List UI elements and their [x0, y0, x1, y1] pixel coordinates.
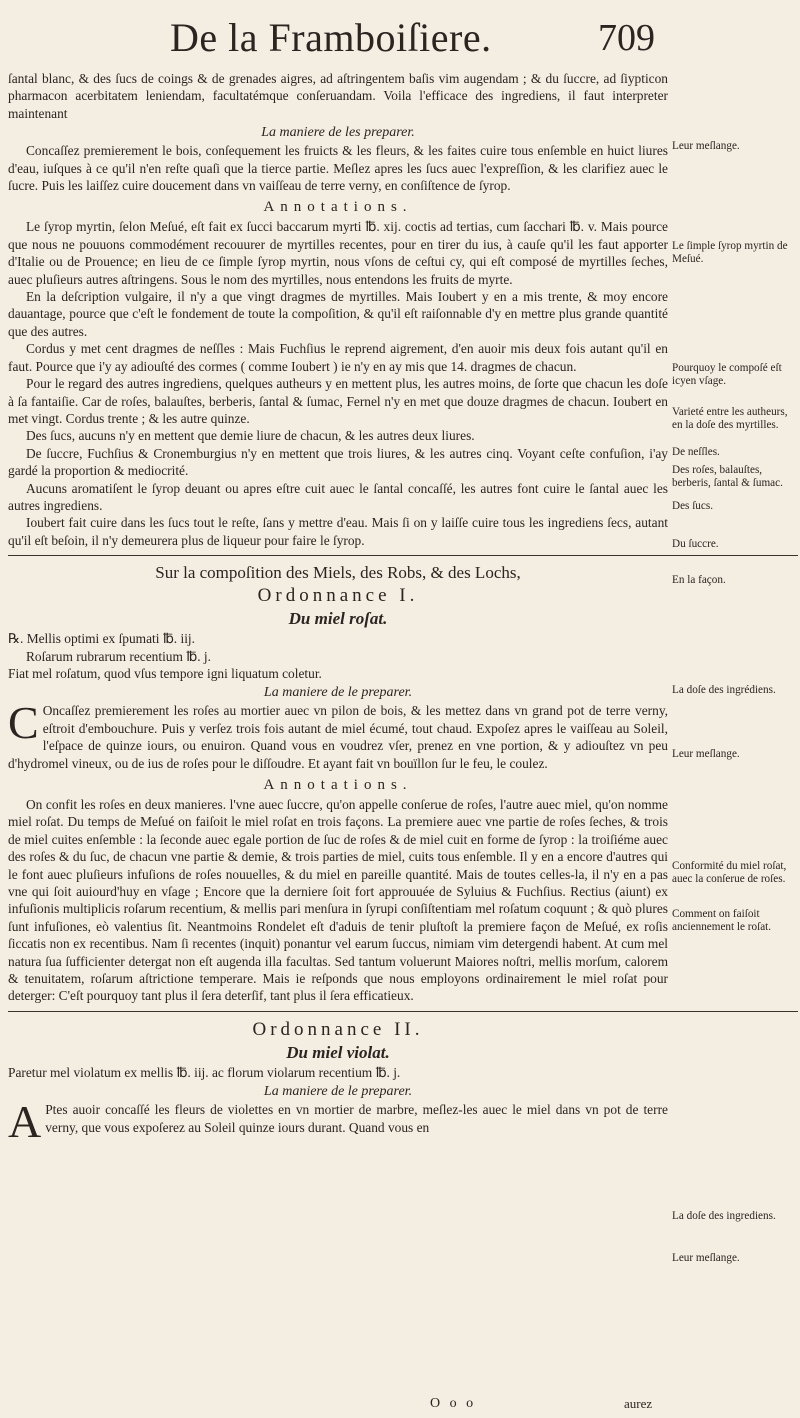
margin-note: Conformité du miel roſat, auec la conſerue de roſes. [672, 860, 787, 885]
recipe-line: Fiat mel roſatum, quod vſus tempore igni liquatum coletur. [8, 665, 322, 681]
ordonnance-subtitle: Du miel roſat. [288, 609, 388, 629]
annotation-paragraph: De ſuccre, Fuchſius & Cronemburgius n'y en mettent que trois liures, & les autres cinq. Voyant ceſte confuſion, i'ay gardé la proportion & mediocrité. [8, 445, 668, 479]
annotation-paragraph: Ioubert fait cuire dans les ſucs tout le reſte, ſans y mettre d'eau. Mais ſi on y laiſſe cuire tous les ingrediens ſecs, autant qu'il eſt beſoin, il n'y demeurera plus de liqueur pour faire le ſyrop. [8, 515, 668, 548]
ordonnance-title: Ordonnance II. [252, 1018, 424, 1040]
margin-note: Pourquoy le compoſé eſt icyen vſage. [672, 362, 782, 387]
prep-paragraph: Concaſſez premierement le bois, conſequement les fruicts & les fleurs, & les faites cuire tous enſemble en huict liures d'eau, iuſques à ce qu'il n'en reſte quaſi que la tierce partie. Meſlez apres les ſucs auec l'expreſſion, & les clarifiez auec le ſucre. Puis les laiſſez cuire doucement dans vn vaiſſeau de terre verny, en conſiſtence de ſyrop. [8, 143, 668, 194]
margin-note: Leur meſlange. [672, 140, 740, 152]
margin-note: Le ſimple ſyrop myrtin de Meſué. [672, 240, 788, 265]
recipe-line: Roſarum rubrarum recentium ℔. j. [26, 648, 211, 664]
annotation-paragraph: Cordus y met cent dragmes de neſſles : Mais Fuchſius le reprend aigrement, d'en auoir mis deux fois autant qu'il en faut. Pource que i'y ay adiouſté des cormes ( comme Ioubert ) ie n'y en ay mis que 14. dragmes de chacun. [8, 341, 668, 374]
margin-note: Leur meſlange. [672, 748, 740, 760]
margin-note: La doſe des ingrédiens. [672, 684, 776, 696]
margin-note: Des roſes, balauſtes, berberis, ſantal & ſumac. [672, 464, 783, 489]
prep-text: Ptes auoir concaſſé les fleurs de violettes en vn mortier de marbre, meſlez-les auec le miel dans vn pot de terre verny, que vous expoſerez au Soleil quinze iours durant. Quand vous en [45, 1102, 668, 1135]
annotation-paragraph: Aucuns aromatiſent le ſyrop deuant ou apres eſtre cuit auec le ſantal concaſſé, les autres font cuire le ſantal auec les autres ingrediens. [8, 480, 668, 513]
main-text-column [8, 70, 668, 1148]
section-divider [8, 1011, 798, 1012]
section-divider [8, 555, 798, 556]
page-number: 709 [598, 17, 655, 59]
margin-note: En la façon. [672, 574, 726, 586]
margin-note: Du ſuccre. [672, 538, 719, 550]
margin-note: Des ſucs. [672, 500, 714, 512]
prep-heading: La maniere de les preparer. [261, 125, 415, 141]
prep-heading: La maniere de le preparer. [263, 1084, 413, 1100]
ordonnance-subtitle: Du miel violat. [286, 1042, 390, 1062]
section-title: Sur la compoſition des Miels, des Robs, & des Lochs, [155, 563, 521, 583]
annotations-heading: Annotations. [263, 777, 413, 793]
margin-note: Leur meſlange. [672, 1252, 740, 1264]
catchword: aurez [624, 1396, 653, 1411]
running-title: De la Framboiſiere. [170, 15, 492, 60]
signature-mark: O o o [430, 1396, 477, 1411]
annotation-paragraph: Des ſucs, aucuns n'y en mettent que demie liure de chacun, & les autres deux liures. [26, 428, 475, 444]
prep-paragraph [8, 697, 668, 772]
annotation-paragraph: On confit les roſes en deux manieres. l'vne auec ſuccre, qu'on appelle conſerue de roſes, l'autre auec miel, qu'on nomme miel roſat. Du temps de Meſué on faiſoit le miel roſat en trois façons. La premiere auec vne partie de roſes ſeches, & trois de miel cuites enſemble : la ſeconde auec egale portion de ſuc de roſes & de miel cuit en forme de ſyrop : la troiſiéme auec des roſes & du ſuc, de chacun vne partie & demie, & trois parties de miel, cuits tous enſemble. Il y en a encore d'autres qui le font auec pluſieurs infuſions de roſes nouuelles, & du miel en pareille quantité. Mais de toutes celles-la, il n'y en a pas vne qui ſoit auiourd'huy en vſage ; Encore que la derniere ſoit fort approuuée de Syluius & Fuchſius. Rectius (aiunt) ex infuſionis multiplicis roſarum recentium, & mellis pari menſura in ſyrupi conſiſtentiam mel roſatum coquunt ; & quò plures ſunt infuſiones, eò valentius ſit. Neantmoins Rondelet eſt d'aduis de tenir pluſtoſt la premiere façon de Meſué, ex roſis ſiccatis non ex recentibus. Nam ſi recentes (inquit) ponantur vel earum ſuccus, nimiam vim detergendi habent. At cum mel natura ſua ſufficienter detergat non eſt augenda illa facultas. Sed tantum voluerunt Maiores noſtri, mellis morſum, calorem & tenuitatem, roſarum aſtrictione temperare. Mais ie reſponds que nous employons ordinairement le miel roſat pour deterger: C'eſt pourquoy tant plus il ſera deterſif, tant plus il ſera efficatieux. [8, 797, 668, 1004]
opening-paragraph: ſantal blanc, & des ſucs de coings & de grenades aigres, ad aſtringentem baſis vim augendam ; & du ſuccre, ad ſiypticon pharmacon acerbitatem leniendam, facultatémque conſeruandam. Voila l'efficace des ingrediens, il faut interpreter maintenant [8, 71, 668, 121]
annotation-paragraph: Le ſyrop myrtin, ſelon Meſué, eſt fait ex ſucci baccarum myrti ℔. xij. coctis ad tertias, cum ſacchari ℔. v. Mais pource que nous ne pouuons commodément recouurer de myrtilles recentes, pour en tirer du ius, à cauſe qu'il les faut apporter d'Italie ou de Prouence; en lieu de ce ſimple ſyrop myrtin, nous vſons de ceſtui cy, qui eſt composé de myrtilles ſeches, auec pluſieurs autres aſtringens. Sous le nom des myrtilles, nous entendons les fruits de myrte. [8, 219, 668, 287]
margin-note: Varieté entre les autheurs, en la doſe des myrtilles. [672, 406, 788, 431]
page-header [0, 14, 800, 74]
prep-paragraph [8, 1096, 668, 1148]
drop-cap: C [8, 697, 39, 749]
recipe-line: Paretur mel violatum ex mellis ℔. iij. ac florum violarum recentium ℔. j. [8, 1064, 401, 1080]
margin-note: Comment on faiſoit anciennement le roſat. [672, 908, 772, 933]
ordonnance-title: Ordonnance I. [257, 585, 419, 607]
annotation-paragraph: Pour le regard des autres ingrediens, quelques autheurs y en mettent plus, les autres moins, de ſorte que chacun les doſe à ſa fantaiſie. Car de roſes, balauſtes, berberis, ſantal & ſumac, Fernel n'y en met que douze dragmes de chacun. Ioubert en met vingt. Cordus trente ; & les autre quinze. [8, 376, 668, 426]
recipe-line: ℞. Mellis optimi ex ſpumati ℔. iij. [8, 631, 195, 647]
annotation-paragraph: En la deſcription vulgaire, il n'y a que vingt dragmes de myrtilles. Mais Ioubert y en a mis trente, & moy encore dauantage, pource que c'eſt le fondement de toute la compoſition, & qu'il eſt raiſonnable d'y en mettre plus grande quantité que des autres. [8, 289, 668, 339]
prep-text: Oncaſſez premierement les roſes au mortier auec vn pilon de bois, & les mettez dans vn grand pot de terre verny, eſtroit d'embouchure. Puis y verſez trois fois autant de miel écumé, tout chaud. Expoſez apres le vaiſſeau au Soleil, l'eſpace de quinze iours, ou enuiron. Quand vous en voudrez vſer, prenez en vne portion, & y adiouſtez vn peu d'hydromel vineux, ou de ius de roſes pour le diſſoudre. Et ayant fait vn bouïllon ſur le feu, le coulez. [8, 703, 668, 771]
drop-cap: A [8, 1096, 42, 1148]
prep-heading: La maniere de le preparer. [263, 685, 413, 701]
margin-note: De neſſles. [672, 446, 720, 458]
annotations-heading: Annotations. [263, 199, 413, 216]
margin-note: La doſe des ingrediens. [672, 1210, 776, 1222]
